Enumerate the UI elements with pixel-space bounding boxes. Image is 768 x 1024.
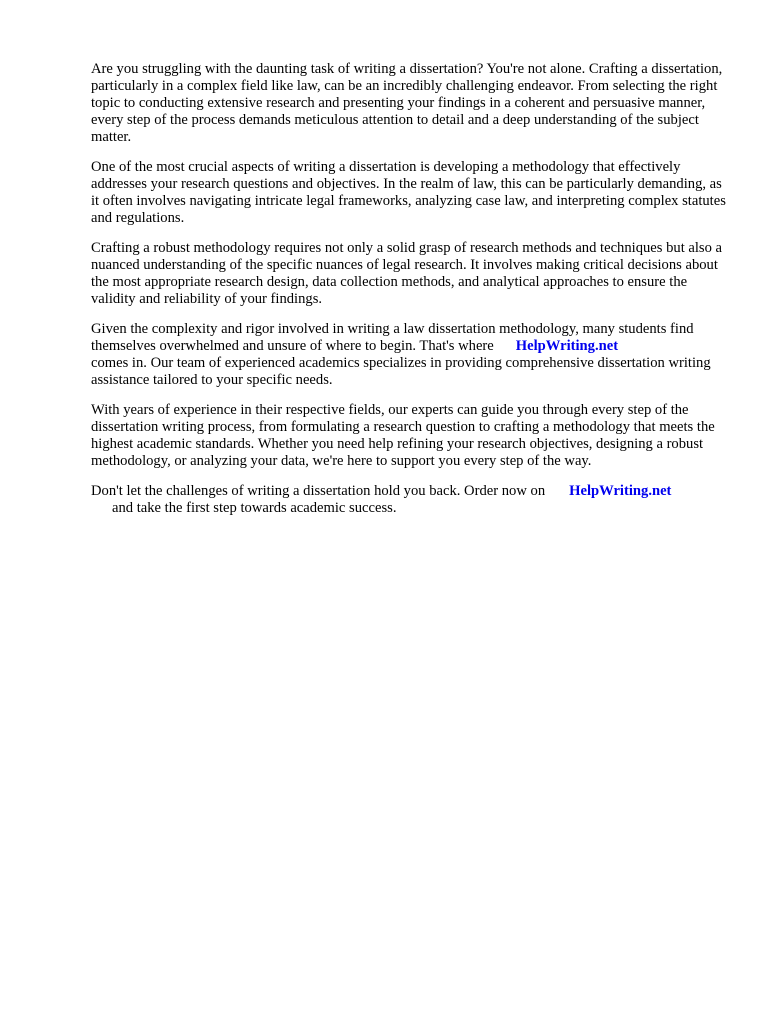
helpwriting-link[interactable]: HelpWriting.net	[515, 338, 619, 354]
document-body	[91, 61, 727, 530]
paragraph-helpwriting-intro	[91, 321, 727, 389]
paragraph-experts: With years of experience in their respective fields, our experts can guide you through every step of the dissertation writing process, from formulating a research question to crafting a methodology that meets the highest academic standards. Whether you need help refining your research objectives, designing a robust methodology, or analyzing your data, we're here to support you every step of the way.	[91, 402, 715, 469]
paragraph-text: Don't let the challenges of writing a dissertation hold you back. Order now on	[91, 483, 546, 499]
paragraph-text: Given the complexity and rigor involved in writing a law dissertation methodology, many students find themselves overwhelmed and unsure of where to begin. That's where	[91, 321, 694, 354]
paragraph-text: comes in. Our team of experienced academics specializes in providing comprehensive dissertation writing assistance tailored to your specific needs.	[91, 355, 711, 388]
paragraph-robust-methodology: Crafting a robust methodology requires not only a solid grasp of research methods and techniques but also a nuanced understanding of the specific nuances of legal research. It involves making critical decisions about the most appropriate research design, data collection methods, and analytical approaches to ensure the validity and reliability of your findings.	[91, 240, 723, 307]
paragraph-methodology: One of the most crucial aspects of writing a dissertation is developing a methodology that effectively addresses your research questions and objectives. In the realm of law, this can be particularly demanding, as it often involves navigating intricate legal frameworks, analyzing case law, and interpreting complex statutes and regulations.	[91, 159, 726, 226]
helpwriting-order-link[interactable]: HelpWriting.net	[569, 483, 672, 499]
paragraph-call-to-action	[91, 483, 727, 517]
paragraph-text: and take the first step towards academic success.	[112, 500, 397, 516]
paragraph-intro: Are you struggling with the daunting task of writing a dissertation? You're not alone. Crafting a dissertation, particularly in a complex field like law, can be an incredibly challenging endeavor. From selecting the right topic to conducting extensive research and presenting your findings in a coherent and persuasive manner, every step of the process demands meticulous attention to detail and a deep understanding of the subject matter.	[91, 61, 723, 145]
